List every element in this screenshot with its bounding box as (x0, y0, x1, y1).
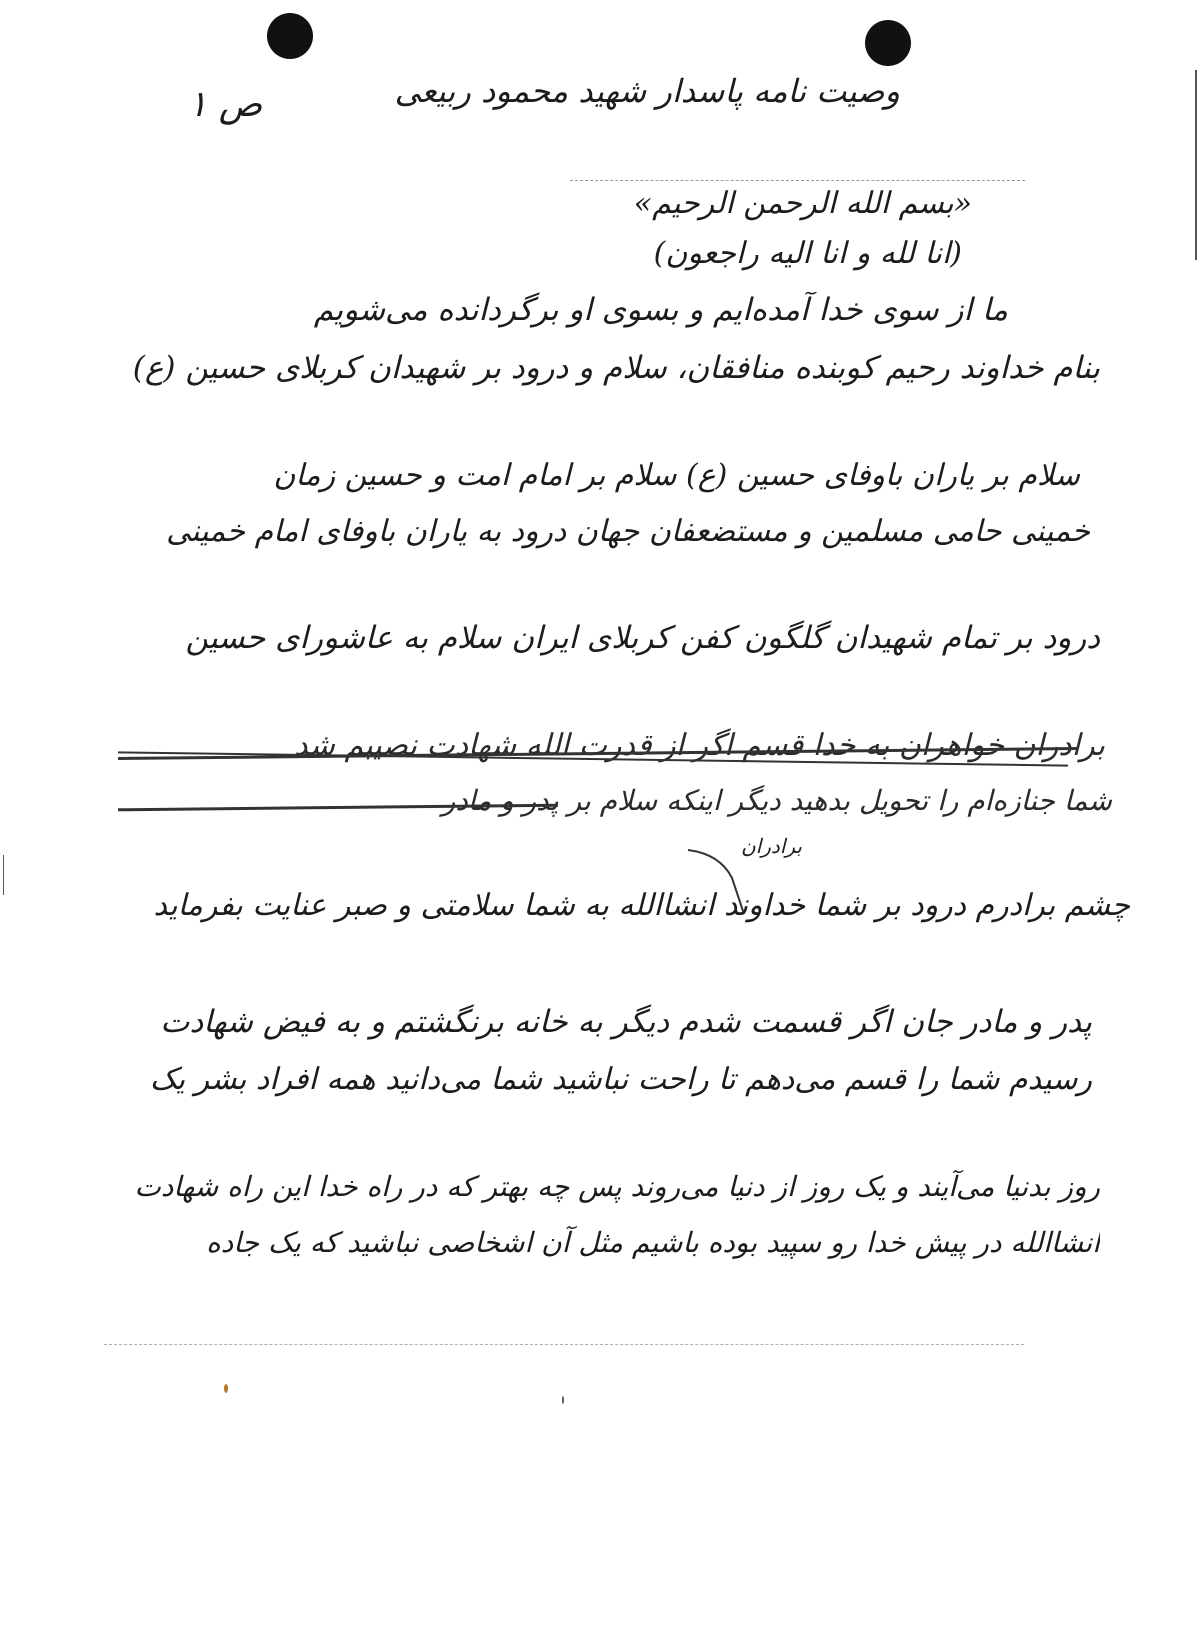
ink-speck-2 (562, 1396, 564, 1404)
punch-hole-right (865, 20, 911, 66)
header-divider (570, 180, 1025, 181)
scan-edge-right (1195, 70, 1197, 260)
punch-hole-left (267, 13, 313, 59)
insertion-text: برادران (741, 834, 802, 858)
text-line-7: رسیدم شما را قسم می‌دهم تا راحت نباشید شما می‌دانید همه افراد بشر یک (149, 1062, 1092, 1097)
text-line-5: درود بر تمام شهیدان گلگون کفن کربلای ایران سلام به عاشورای حسین (185, 620, 1100, 656)
page-number: ص ۱ (188, 84, 263, 125)
text-line-1: ما از سوی خدا آمده‌ایم و بسوی او برگردانده می‌شویم (313, 292, 1008, 328)
footer-divider (104, 1344, 1024, 1345)
text-line-4: خمینی حامی مسلمین و مستضعفان جهان درود به یاران باوفای امام خمینی (166, 514, 1090, 549)
basmala: «بسم الله الرحمن الرحیم» (633, 186, 972, 221)
text-line-3: سلام بر یاران باوفای حسین (ع) سلام بر امام امت و حسین زمان (273, 458, 1080, 493)
text-line-8: روز بدنیا می‌آیند و یک روز از دنیا می‌روند پس چه بهتر که در راه خدا این راه شهادت (134, 1170, 1100, 1203)
document-title: وصیت نامه پاسدار شهید محمود ربیعی (394, 72, 900, 110)
struck-line-1: برادران خواهران به خدا قسم اگر از قدرت الله شهادت نصیبم شد (294, 728, 1105, 763)
struck-line-2: شما جنازه‌ام را تحویل بدهید دیگر اینکه سلام بر پدر و مادر (441, 784, 1112, 817)
text-line-6: پدر و مادر جان اگر قسمت شدم دیگر به خانه برنگشتم و به فیض شهادت (160, 1004, 1092, 1040)
scan-edge-left (3, 855, 4, 895)
text-line-2: بنام خداوند رحیم کوبنده منافقان، سلام و درود بر شهیدان کربلای حسین (ع) (132, 350, 1100, 386)
ink-speck (224, 1384, 228, 1393)
text-line-9: انشاالله در پیش خدا رو سپید بوده باشیم مثل آن اشخاصی نباشید که یک جاده (206, 1226, 1100, 1259)
greeting-line: چشم برادرم درود بر شما خداوند انشاالله به شما سلامتی و صبر عنایت بفرماید (153, 888, 1130, 923)
quran-verse: (انا لله و انا الیه راجعون) (653, 236, 962, 271)
